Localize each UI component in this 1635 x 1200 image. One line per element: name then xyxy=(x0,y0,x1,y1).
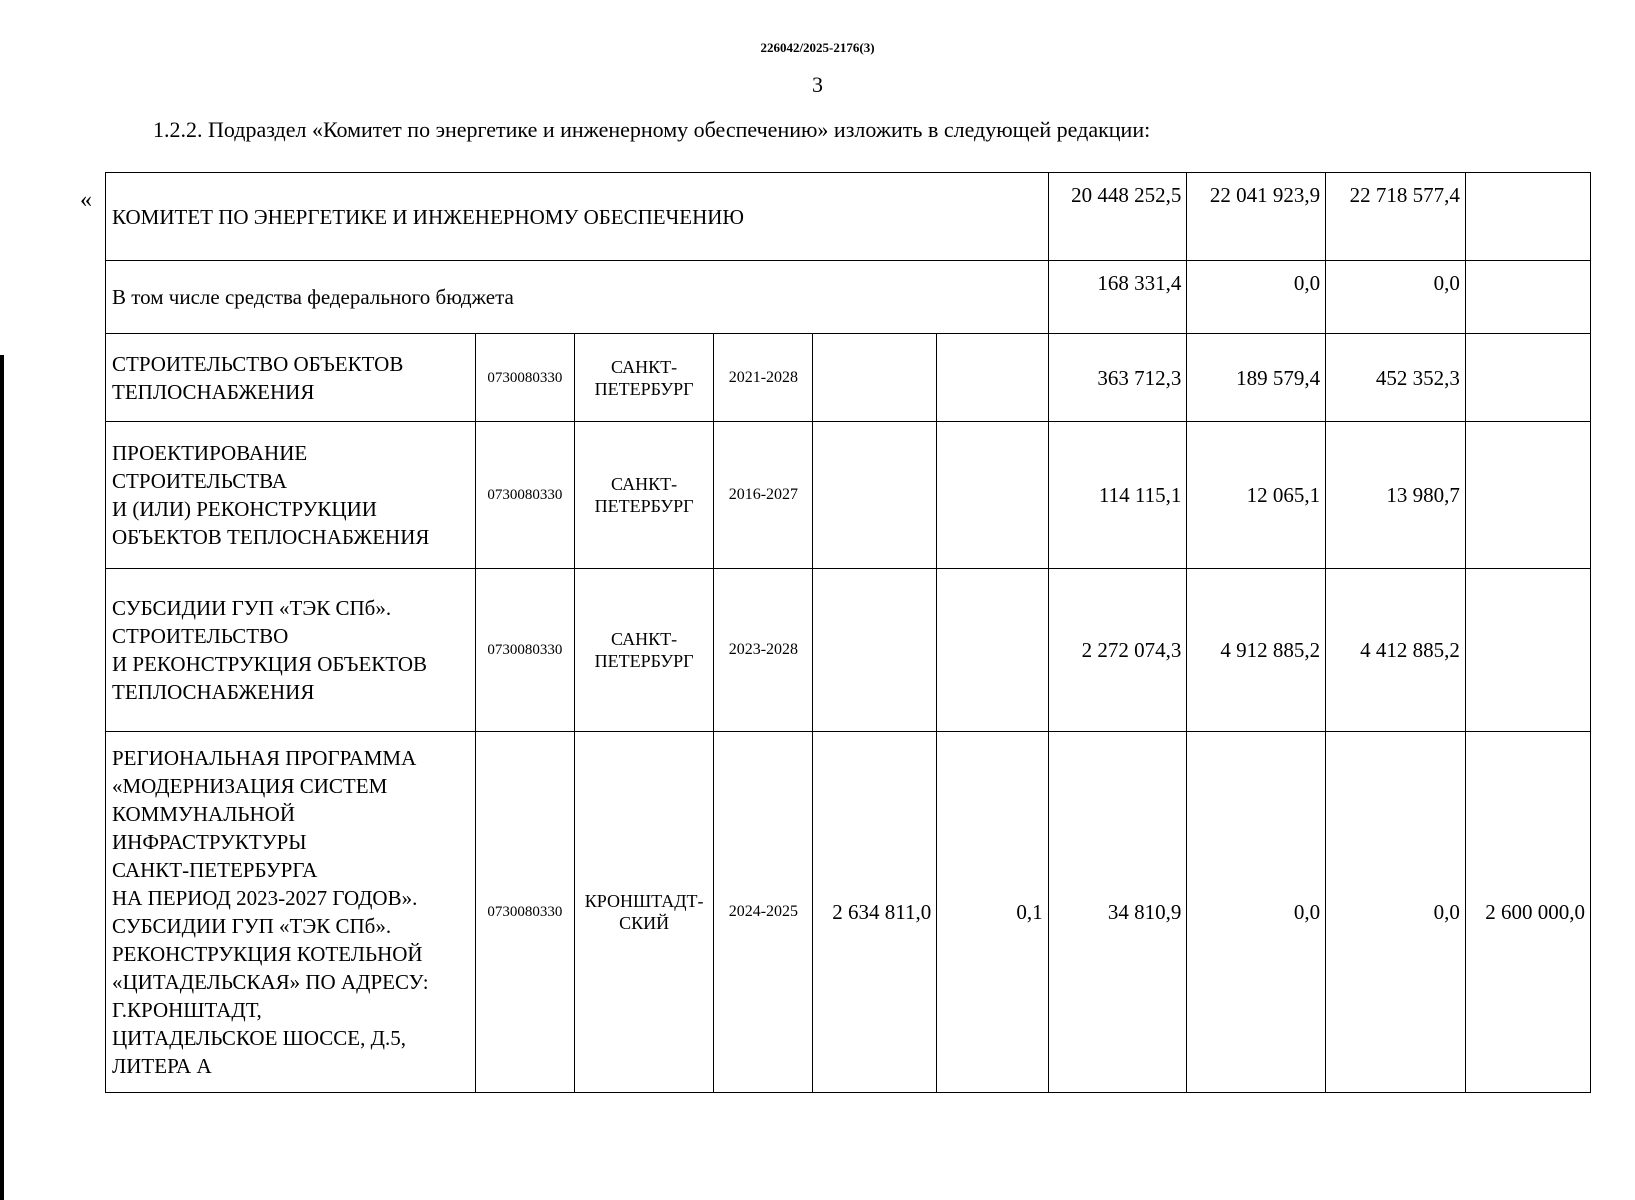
budget-code: 0730080330 xyxy=(475,732,574,1093)
federal-value-2: 0,0 xyxy=(1187,261,1326,334)
value-4 xyxy=(1465,422,1590,569)
value-2: 12 065,1 xyxy=(1187,422,1326,569)
budget-table xyxy=(105,172,1591,1093)
district: САНКТ- ПЕТЕРБУРГ xyxy=(574,569,714,732)
table-row xyxy=(106,422,1591,569)
committee-value-2: 22 041 923,9 xyxy=(1187,173,1326,261)
value-2: 0,0 xyxy=(1187,732,1326,1093)
object-name: РЕГИОНАЛЬНАЯ ПРОГРАММА «МОДЕРНИЗАЦИЯ СИСТЕМ КОММУНАЛЬНОЙ ИНФРАСТРУКТУРЫ САНКТ-ПЕТЕРБУРГА НА ПЕРИОД 2023-2027 ГОДОВ». СУБСИДИИ ГУП «ТЭК СПб». РЕКОНСТРУКЦИЯ КОТЕЛЬНОЙ «ЦИТАДЕЛЬСКАЯ» ПО АДРЕСУ: Г.КРОНШТАДТ, ЦИТАДЕЛЬСКОЕ ШОССЕ, Д.5, ЛИТЕРА А xyxy=(106,732,476,1093)
estimated-cost xyxy=(813,569,937,732)
value-3: 4 412 885,2 xyxy=(1326,569,1466,732)
committee-value-3: 22 718 577,4 xyxy=(1326,173,1466,261)
district: САНКТ- ПЕТЕРБУРГ xyxy=(574,334,714,422)
value-4 xyxy=(1465,334,1590,422)
value-4 xyxy=(1465,569,1590,732)
document-id: 226042/2025-2176(3) xyxy=(760,40,875,55)
table-row xyxy=(106,334,1591,422)
table-row xyxy=(106,569,1591,732)
federal-value-1: 168 331,4 xyxy=(1048,261,1187,334)
period: 2016-2027 xyxy=(714,422,813,569)
scan-edge xyxy=(0,355,4,1200)
committee-value-4 xyxy=(1465,173,1590,261)
value-1: 363 712,3 xyxy=(1048,334,1187,422)
value-1: 114 115,1 xyxy=(1048,422,1187,569)
value-3: 13 980,7 xyxy=(1326,422,1466,569)
object-name: СТРОИТЕЛЬСТВО ОБЪЕКТОВ ТЕПЛОСНАБЖЕНИЯ xyxy=(106,334,476,422)
value-3: 452 352,3 xyxy=(1326,334,1466,422)
table-row xyxy=(106,732,1591,1093)
federal-name: В том числе средства федерального бюджета xyxy=(106,261,1049,334)
object-name: СУБСИДИИ ГУП «ТЭК СПб». СТРОИТЕЛЬСТВО И РЕКОНСТРУКЦИЯ ОБЪЕКТОВ ТЕПЛОСНАБЖЕНИЯ xyxy=(106,569,476,732)
budget-code: 0730080330 xyxy=(475,334,574,422)
readiness-percent xyxy=(937,422,1048,569)
budget-code: 0730080330 xyxy=(475,569,574,732)
federal-value-4 xyxy=(1465,261,1590,334)
object-name: ПРОЕКТИРОВАНИЕ СТРОИТЕЛЬСТВА И (ИЛИ) РЕКОНСТРУКЦИИ ОБЪЕКТОВ ТЕПЛОСНАБЖЕНИЯ xyxy=(106,422,476,569)
intro-paragraph: 1.2.2. Подраздел «Комитет по энергетике и инженерному обеспечению» изложить в следующей редакции: xyxy=(153,117,1151,142)
value-2: 189 579,4 xyxy=(1187,334,1326,422)
federal-value-3: 0,0 xyxy=(1326,261,1466,334)
federal-row xyxy=(106,261,1591,334)
readiness-percent: 0,1 xyxy=(937,732,1048,1093)
estimated-cost xyxy=(813,422,937,569)
committee-row xyxy=(106,173,1591,261)
value-1: 34 810,9 xyxy=(1048,732,1187,1093)
value-3: 0,0 xyxy=(1326,732,1466,1093)
district: САНКТ- ПЕТЕРБУРГ xyxy=(574,422,714,569)
budget-code: 0730080330 xyxy=(475,422,574,569)
period: 2023-2028 xyxy=(714,569,813,732)
committee-value-1: 20 448 252,5 xyxy=(1048,173,1187,261)
open-quote-mark: « xyxy=(80,187,92,213)
period: 2021-2028 xyxy=(714,334,813,422)
estimated-cost: 2 634 811,0 xyxy=(813,732,937,1093)
estimated-cost xyxy=(813,334,937,422)
value-2: 4 912 885,2 xyxy=(1187,569,1326,732)
value-4: 2 600 000,0 xyxy=(1465,732,1590,1093)
readiness-percent xyxy=(937,334,1048,422)
readiness-percent xyxy=(937,569,1048,732)
period: 2024-2025 xyxy=(714,732,813,1093)
page-number: 3 xyxy=(812,72,823,97)
value-1: 2 272 074,3 xyxy=(1048,569,1187,732)
district: КРОНШТАДТ- СКИЙ xyxy=(574,732,714,1093)
committee-name: КОМИТЕТ ПО ЭНЕРГЕТИКЕ И ИНЖЕНЕРНОМУ ОБЕСПЕЧЕНИЮ xyxy=(106,173,1049,261)
